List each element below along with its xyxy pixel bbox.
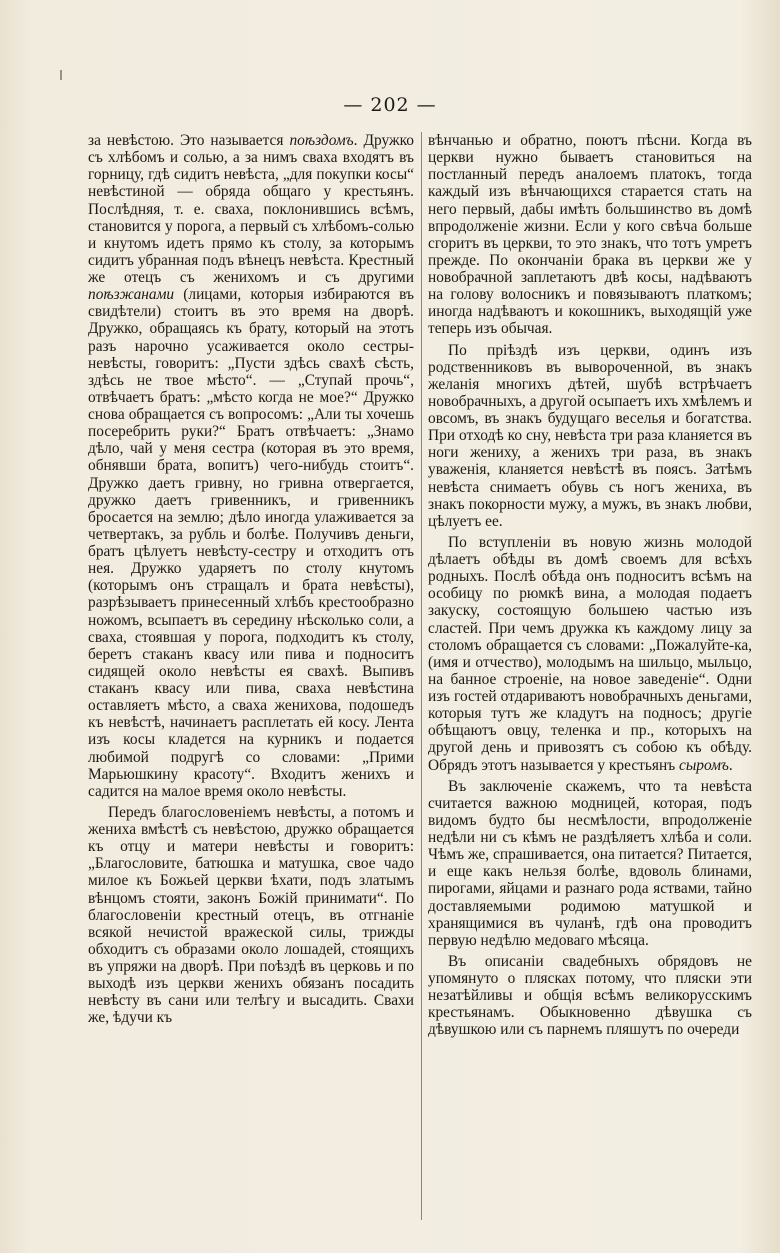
paragraph: [428, 132, 752, 338]
italic-term: сыромъ: [679, 756, 729, 774]
right-column: [428, 132, 752, 1220]
left-column: [88, 132, 414, 1220]
paragraph: [428, 778, 752, 949]
text-run: По пріѣздѣ изъ церкви, одинъ изъ родственниковъ въ вывороченной, въ знакъ желанія многихъ дѣтей, шубѣ встрѣчаетъ новобрачныхъ, а другой осыпаетъ ихъ хмѣлемъ и овсомъ, въ знакъ будущаго веселья и богатства. При отходѣ ко сну, невѣста три раза кланяется въ ноги жениху, а женихъ три раза, въ знакъ уваженія, кланяется невѣстѣ въ поясъ. Затѣмъ невѣста снимаетъ обувь съ ногъ жениха, въ знакъ покорности мужу, а мужъ, въ знакъ любви, цѣлуетъ ее.: [428, 341, 752, 530]
italic-term: поѣзжанами: [88, 286, 175, 304]
text-run: По вступленіи въ новую жизнь молодой дѣлаетъ обѣды въ домѣ своемъ для всѣхъ родныхъ. Послѣ обѣда онъ подноситъ всѣмъ на особицу по рюмкѣ вина, а молодая подаетъ закуску, состоящую большею частью изъ сластей. При чемъ дружка къ каждому лицу за столомъ обращается съ словами: „Пожалуйте-ка, (имя и отчество), молодымъ на шильцо, мыльцо, на банное строеніе, на новое заведеніе“. Одни изъ гостей отдариваютъ новобрачныхъ деньгами, которыя тутъ же кладутъ на подносъ; другіе обѣщаютъ овцу, теленка и пр., которыхъ на другой день и привозятъ съ собою къ обѣду. Обрядъ этотъ называется у крестьянъ: [428, 533, 752, 774]
paragraph: [88, 132, 414, 800]
text-run: Въ описаніи свадебныхъ обрядовъ не упомянуто о плясках потому, что пляски эти незатѣйливы и общія всѣмъ великорусскимъ крестьянамъ. Обыкновенно дѣвушка съ дѣвушкою или съ парнемъ пляшутъ по очереди: [428, 952, 752, 1039]
column-divider: [421, 132, 422, 1220]
text-run: за невѣстою. Это называется: [88, 132, 290, 149]
paragraph: [428, 342, 752, 530]
text-run: вѣнчанью и обратно, поютъ пѣсни. Когда въ церкви нужно бываетъ становиться на постланный передъ аналоемъ платокъ, тогда каждый изъ вѣнчающихся старается стать на него первый, дабы имѣть большинство въ домѣ впродолженіе жизни. Если у кого свѣча больше сгоритъ въ церкви, то это знакъ, что тотъ умретъ прежде. По окончаніи брака въ церкви же у новобрачной заплетаютъ двѣ косы, надѣваютъ на голову волосникъ и повязываютъ платкомъ; иногда надѣваютъ и кокошникъ, выходящій уже теперь изъ обычая.: [428, 132, 752, 338]
page-number: — 202 —: [343, 94, 437, 116]
text-run: Въ заключеніе скажемъ, что та невѣста считается важною модницей, которая, подъ видомъ будто бы несмѣлости, впродолженіе недѣли ни съ кѣмъ не раздѣляетъ хлѣба и соли. Чѣмъ же, спрашивается, она питается? Питается, и еще какъ нельзя болѣе, вдоволь блинами, пирогами, яйцами и разнаго рода яствами, тайно доставляемыми родимою матушкой и хранящимися въ чуланѣ, гдѣ она проводитъ первую недѣлю медоваго мѣсяца.: [428, 777, 752, 949]
text-run: Передъ благословеніемъ невѣсты, а потомъ и жениха вмѣстѣ съ невѣстою, дружко обращается къ отцу и матери невѣсты и говоритъ: „Благословите, батюшка и матушка, свое чадо милое къ Божьей церкви ѣхати, подъ златымъ вѣнцомъ стояти, законъ Божій принимати“. По благословеніи крестный отецъ, въ отгнаніе всякой нечистой вражеской силы, трижды обходитъ съ образами около лошадей, стоящихъ въ упряжи на дворѣ. При поѣздѣ въ церковь и по выходѣ изъ церкви женихъ обязанъ посадить невѣсту въ сани или телѣгу и высадить. Свахи же, ѣдучи къ: [88, 803, 414, 1027]
paragraph: [428, 953, 752, 1039]
paragraph: [428, 534, 752, 774]
paragraph: [88, 804, 414, 1027]
text-run: (лицами, которыя избираются въ свидѣтели) стоитъ въ это время на дворѣ. Дружко, обращаясь къ брату, который на этотъ разъ нарочно усаживается около сестры-невѣсты, говоритъ: „Пусти здѣсь свахѣ сѣсть, здѣсь не твое мѣсто“. — „Ступай прочь“, отвѣчаетъ братъ: „мѣсто когда не мое?“ Дружко снова обращается съ вопросомъ: „Али ты хочешь посеребрить руки?“ Братъ отвѣчаетъ: „Знамо дѣло, чай у меня сестра (которая въ это время, обнявши брата, вопитъ) чего-нибудь стоитъ“. Дружко даетъ гривну, но гривна отвергается, дружко даетъ гривенникъ, и гривенникъ бросается на землю; дѣло иногда улаживается за четвертакъ, за рубль и болѣе. Получивъ деньги, братъ цѣлуетъ невѣсту-сестру и отходитъ отъ нея. Дружко ударяетъ по столу кнутомъ (которымъ онъ стращалъ и брата невѣсты), разрѣзываетъ принесенный хлѣбъ крестообразно ножомъ, всыпаетъ въ середину нѣсколько соли, а сваха, стоявшая у порога, подходитъ къ столу, беретъ стаканъ квасу или пива и подноситъ сидящей около невѣсты ея свахѣ. Выпивъ стаканъ квасу или пива, сваха невѣстина оставляетъ мѣсто, а сваха жениxова, подошедъ къ невѣстѣ, начинаетъ расплетать ей косу. Лента изъ косы кладется на курникъ и подается любимой подругѣ со словами: „Прими Марьюшкину красоту“. Входитъ женихъ и садится на малое время около невѣсты.: [88, 286, 414, 800]
text-run: .: [728, 756, 733, 774]
italic-term: поѣздомъ: [289, 132, 354, 149]
text-run: . Дружко съ хлѣбомъ и солью, а за нимъ сваха входятъ въ горницу, гдѣ сидитъ невѣста, „для покупки косы“ невѣстиной — обряда общаго у крестьянъ. Послѣдняя, т. е. сваха, поклонившись всѣмъ, становится у порога, а первый съ хлѣбомъ-солью и кнутомъ идетъ прямо къ столу, за которымъ сидитъ убранная подъ вѣнецъ невѣста. Крестный же отецъ съ женихомъ и съ другими: [88, 132, 414, 286]
margin-mark: [60, 70, 62, 80]
